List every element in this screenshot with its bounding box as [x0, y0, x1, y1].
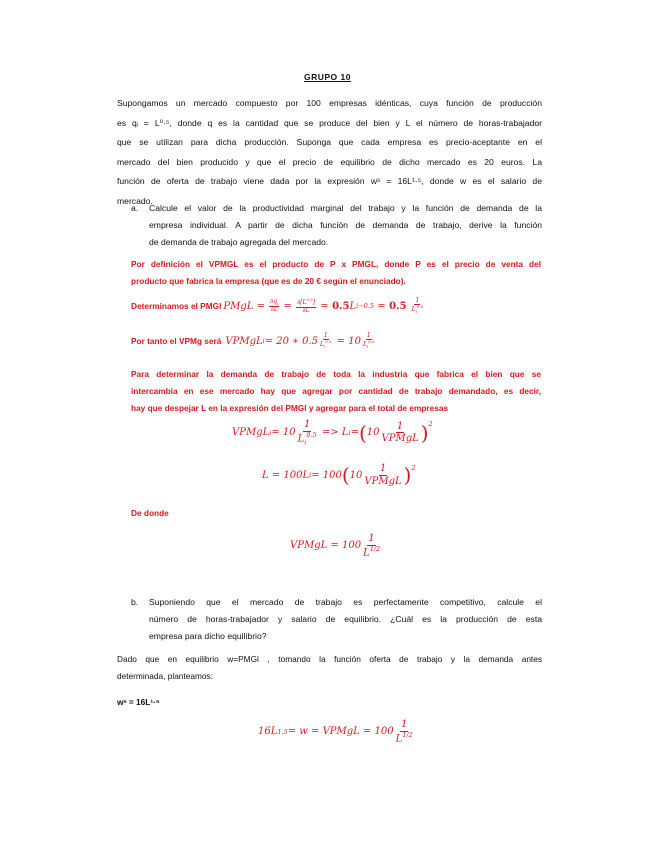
text-line: hay que despejar L en la expresión del PMGl y agregar para el total de empresas: [131, 403, 449, 413]
vpmg-label: Por tanto el VPMg será: [131, 336, 222, 347]
text-line: mercado.: [117, 195, 153, 206]
industry-demand-text: [131, 366, 541, 417]
text-line: determinada, planteamos:: [117, 671, 213, 681]
answer-b-intro: [117, 651, 542, 685]
text-line: intercambia en ese mercado hay que agregar por cantidad de trabajo demandado, es decir,: [131, 386, 541, 396]
equation-market-demand: VPMgL = 100 $\frac{1}{L^{1/2}}$: [290, 533, 381, 558]
text-line: Supongamos un mercado compuesto por 100 empresas idénticas, cuya función de producción: [117, 98, 542, 108]
de-donde-label: De donde: [131, 508, 169, 518]
vpmgl-derivation: [131, 333, 376, 350]
page-title: GRUPO 10: [304, 72, 351, 82]
text-line: mercado del bien producido y que el precio de equilibrio de dicho mercado es 20 euros. La: [117, 156, 542, 167]
answer-definition: [131, 256, 541, 290]
equation-equilibrium: 16L 1.5 = w = VPMgL = 100 $\frac{1}{L^{1/2}}$: [258, 719, 413, 744]
labor-supply-expression: wˢ = 16L¹·⁵: [117, 697, 160, 707]
text-line: empresa para dicho equilibrio?: [149, 631, 267, 641]
vpmgl-formula: VPMgL i = 20 ∗ 0.5 $\frac{1}{L_i^{0.5}}$ = 10 $\frac{1}{L_i^{0.5}}$: [225, 332, 375, 350]
text-line: producto que fabrica la empresa (que es de 20 € según el enunciado).: [131, 276, 406, 286]
equation-aggregate-l: L = 100L i = 100 ( 10 $\frac{1}{\text{VPMgL}}$ ) $^2$: [262, 463, 416, 488]
pmgl-formula: PMgL = $\frac{\partial q_i}{\partial L}$ = $\frac{\partial[L^{0.5}]}{\partial L}$ = 0.5 L i −0.5 = 0.5 $\frac{1}{L_i^{0.5}}$: [223, 297, 424, 315]
equation-li: VPMgL i = 10 $\frac{1}{L_i^{0.5}}$ => L i = ( 10 $\frac{1}{\text{VPMgL}}$ ) $^2$: [232, 419, 433, 446]
text-line: número de horas-trabajador y salario de equilibrio. ¿Cuál es la producción de esta: [149, 614, 542, 624]
question-marker: a.: [131, 203, 139, 213]
text-line: es qᵢ = L⁰·⁵, donde q es la cantidad que se produce del bien y L el número de horas-trabajador: [117, 117, 542, 128]
pmgl-derivation: [131, 298, 425, 315]
text-line: Para determinar la demanda de trabajo de toda la industria que fabrica el bien que se: [131, 369, 541, 379]
problem-statement: [117, 94, 542, 211]
text-line: Dado que en equilibrio w=PMGl , tomando la función oferta de trabajo y la demanda antes: [117, 654, 542, 664]
determine-label: Determinamos el PMGl: [131, 301, 222, 312]
text-line: función de oferta de trabajo viene dada por la expresión wˢ = 16L¹·⁵, donde w es el salario de: [117, 176, 542, 186]
text-line: Calcule el valor de la productividad marginal del trabajo y la función de demanda de la: [149, 203, 542, 213]
text-line: empresa individual. A partir de dicha función de demanda de trabajo, derive la función: [149, 220, 542, 230]
text-line: Por definición el VPMGL es el producto de P x PMGL, donde P es el precio de venta del: [131, 259, 541, 269]
text-line: de demanda de trabajo agregada del mercado.: [149, 237, 329, 247]
text-line: Suponiendo que el mercado de trabajo es perfectamente competitivo, calcule el: [149, 597, 542, 607]
question-marker: b.: [131, 597, 139, 607]
text-line: que se utilizan para dicha producción. Suponga que cada empresa es precio-aceptante en el: [117, 137, 542, 147]
